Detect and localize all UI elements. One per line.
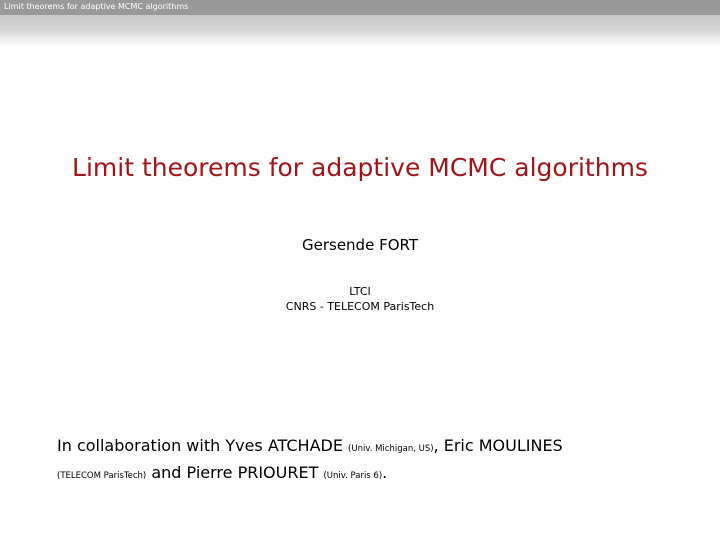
- running-title: Limit theorems for adaptive MCMC algorithms: [4, 2, 189, 11]
- author-name: Gersende FORT: [301, 236, 418, 254]
- collaboration-line-2: [57, 463, 697, 482]
- collaboration-end: .: [382, 463, 388, 482]
- headline-bar: [0, 0, 720, 15]
- affiliation-moulines: (TELECOM ParisTech): [57, 471, 147, 481]
- collaboration-intro: In collaboration with Yves ATCHADE: [57, 436, 349, 455]
- affiliation-priouret: (Univ. Paris 6): [323, 471, 383, 481]
- frame-title-band: [0, 15, 720, 47]
- affiliation-atchade: (Univ. Michigan, US): [348, 444, 434, 454]
- collaboration-line-1: [57, 436, 697, 455]
- collaborator-moulines: , Eric MOULINES: [433, 436, 563, 455]
- collaborator-priouret: and Pierre PRIOURET: [146, 463, 324, 482]
- institution-line-1: LTCI: [349, 285, 371, 298]
- presentation-title: Limit theorems for adaptive MCMC algorithms: [72, 153, 648, 182]
- institution-line-2: CNRS - TELECOM ParisTech: [285, 300, 435, 313]
